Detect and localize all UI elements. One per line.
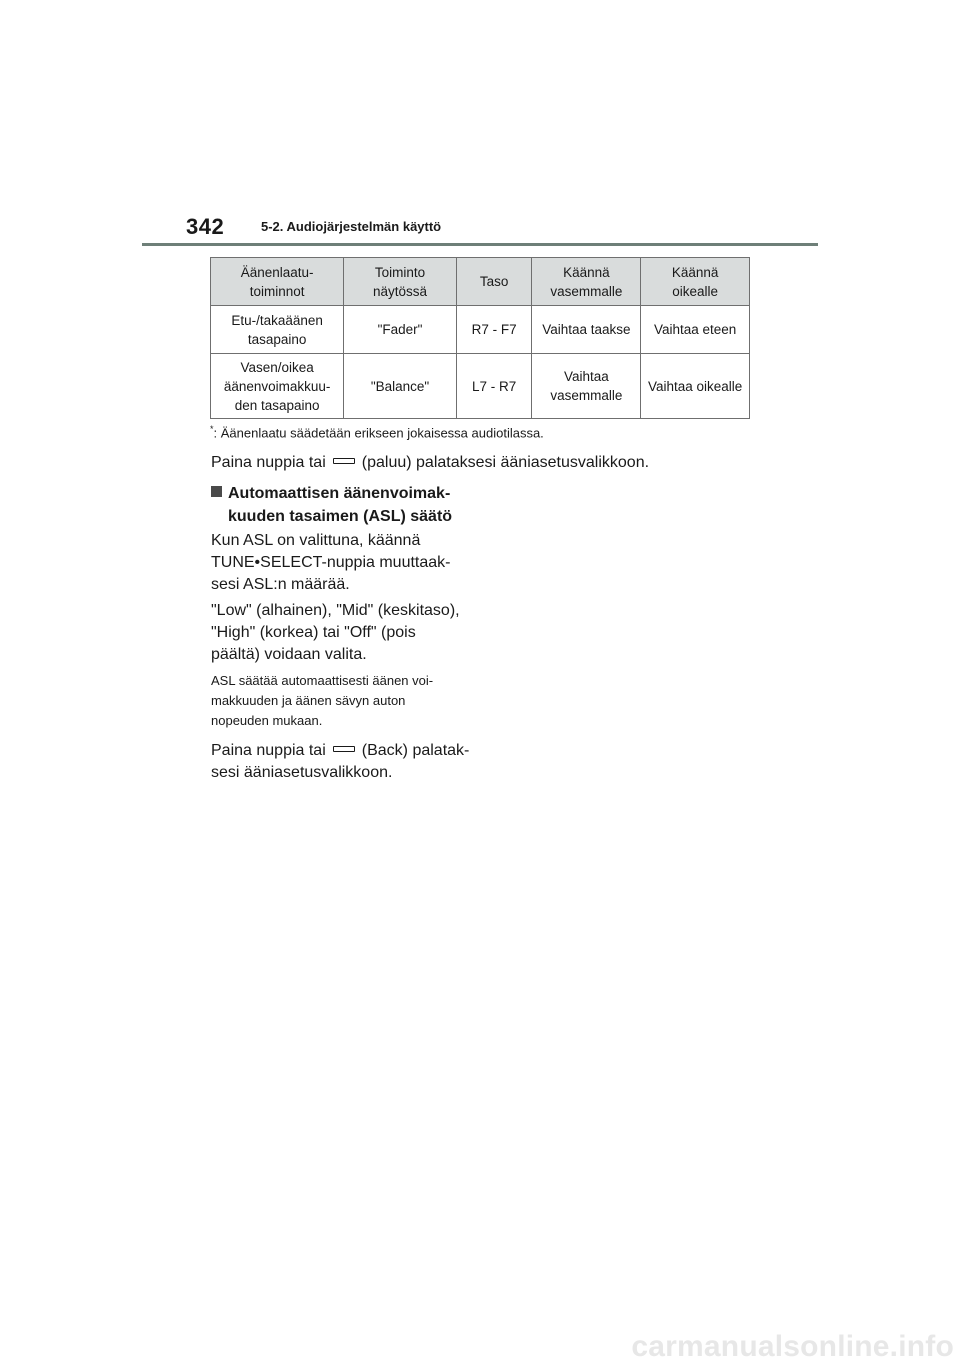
header-rule: [142, 243, 818, 246]
sound-settings-table: [210, 257, 750, 419]
column-header-display: Toiminto näytössä: [344, 258, 457, 306]
column-header-level: Taso: [456, 258, 532, 306]
table-footnote: [210, 424, 544, 440]
cell-turn-right: Vaihtaa oikealle: [641, 354, 750, 419]
cell-display: "Balance": [344, 354, 457, 419]
square-bullet-icon: [211, 486, 222, 497]
cell-level: L7 - R7: [456, 354, 532, 419]
asl-instruction-paragraph: Kun ASL on valittuna, käännä TUNE•SELECT-nuppia muuttaak- sesi ASL:n määrää.: [211, 532, 451, 593]
cell-turn-left: Vaihtaa vasemmalle: [532, 354, 641, 419]
watermark: carmanualsonline.info: [631, 1330, 954, 1358]
cell-level: R7 - F7: [456, 306, 532, 354]
cell-turn-right: Vaihtaa eteen: [641, 306, 750, 354]
table-row: [211, 354, 750, 419]
instruction-back-paragraph: Paina nuppia tai (paluu) palataksesi ääniasetusvalikkoon.: [211, 454, 650, 471]
asl-options-paragraph: "Low" (alhainen), "Mid" (keskitaso), "High" (korkea) tai "Off" (pois päältä) voidaan valita.: [211, 602, 460, 663]
cell-turn-left: Vaihtaa taakse: [532, 306, 641, 354]
column-header-turn-left: Käännä vasemmalle: [532, 258, 641, 306]
asl-note: ASL säätää automaattisesti äänen voi- makkuuden ja äänen sävyn auton nopeuden mukaan.: [211, 673, 434, 728]
cell-function: Etu-/takaäänen tasapaino: [211, 306, 344, 354]
back-button-icon: [333, 746, 355, 752]
back-button-icon: [333, 458, 355, 464]
instruction-back-paragraph-2: Paina nuppia tai (Back) palatak- sesi ääniasetusvalikkoon.: [211, 742, 470, 781]
asl-section-heading: Automaattisen äänenvoimak- kuuden tasaimen (ASL) säätö: [211, 482, 452, 528]
cell-function: Vasen/oikea äänenvoimakkuu- den tasapaino: [211, 354, 344, 419]
footnote-text: : Äänenlaatu säädetään erikseen jokaisessa audiotilassa.: [213, 425, 544, 441]
section-title: 5-2. Audiojärjestelmän käyttö: [261, 219, 442, 234]
page-number: 342: [186, 214, 225, 239]
table-header-row: [211, 258, 750, 306]
column-header-function: Äänenlaatu- toiminnot: [211, 258, 344, 306]
table-row: [211, 306, 750, 354]
cell-display: "Fader": [344, 306, 457, 354]
footnote-mark: *: [210, 424, 214, 434]
column-header-turn-right: Käännä oikealle: [641, 258, 750, 306]
